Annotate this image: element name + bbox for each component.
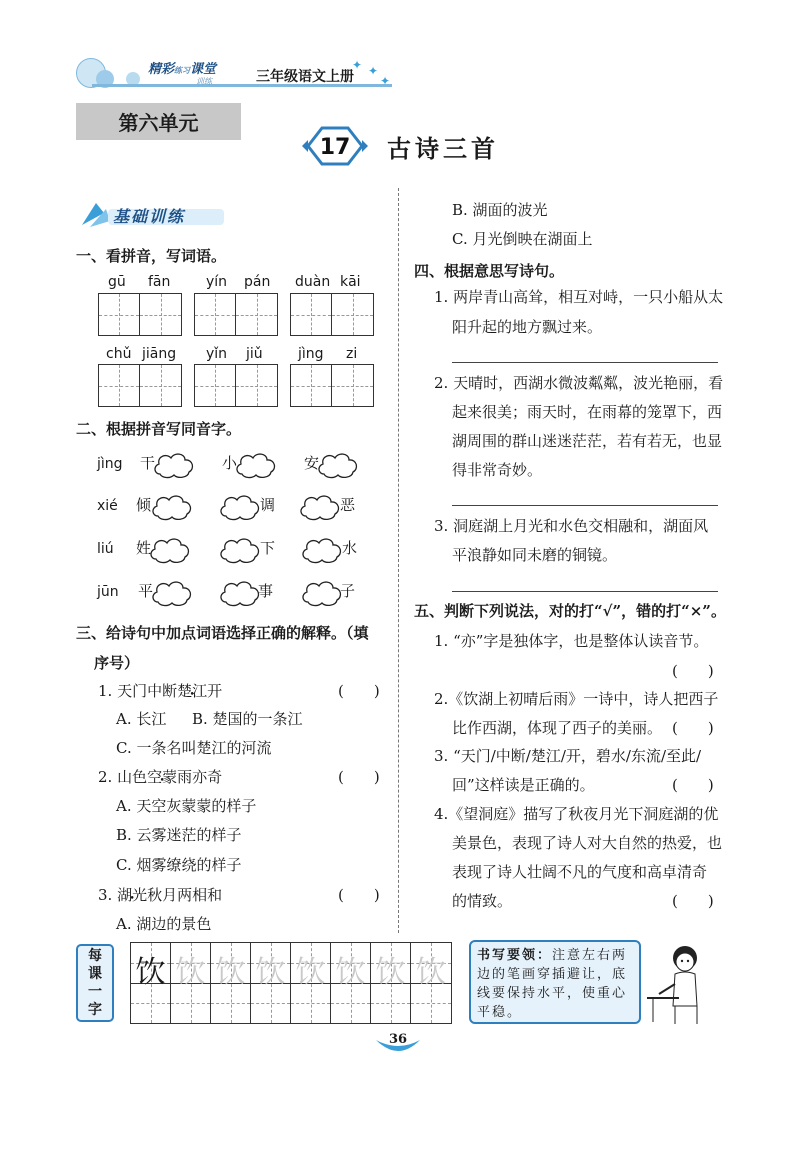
char: 事 — [258, 582, 274, 600]
char: 安 — [304, 454, 320, 472]
header-brand-sub: 训练 — [196, 77, 212, 86]
question-text: 3. “天门/中断/楚江/开，碧水/东流/至此/ — [434, 747, 702, 765]
pinyin: zi — [346, 346, 358, 362]
writing-grid[interactable] — [290, 293, 374, 336]
char: 子 — [340, 582, 356, 600]
pinyin: jūn — [97, 584, 119, 600]
answer-cloud[interactable] — [218, 492, 262, 522]
star-icon: ✦ — [380, 74, 391, 88]
star-icon: ✦ — [368, 64, 379, 78]
option: B. 湖面的波光 — [452, 201, 548, 219]
page-number: 36 — [388, 1032, 408, 1047]
question-text: 1. 两岸青山高耸，相互对峙，一只小船从太 — [434, 288, 724, 306]
answer-paren[interactable]: ( ) — [338, 886, 380, 904]
char: 下 — [260, 539, 276, 557]
question-text: 得非常奇妙。 — [452, 461, 543, 479]
option: B. 楚国的一条江 — [192, 710, 303, 728]
question-text: 3. 洞庭湖上月光和水色交相融和，湖面风 — [434, 517, 709, 535]
answer-line[interactable] — [452, 591, 718, 592]
writing-tip-label: 书写要领： — [477, 948, 553, 963]
option: C. 月光倒映在湖面上 — [452, 230, 593, 248]
answer-cloud[interactable] — [218, 578, 262, 608]
answer-paren[interactable]: ( ) — [672, 719, 714, 737]
section-banner-text: 基础训练 — [113, 207, 186, 226]
question-text: 表现了诗人壮阔不凡的气度和高卓清奇 — [452, 863, 708, 881]
option: A. 长江 — [116, 710, 167, 728]
lesson-number-badge — [300, 124, 370, 168]
header-brand: 精彩练习课堂 — [148, 62, 217, 77]
answer-cloud[interactable] — [300, 578, 344, 608]
star-icon: ✦ — [352, 58, 363, 72]
pinyin: kāi — [340, 274, 361, 290]
question-text: 1. “亦”字是独体字，也是整体认读音节。 — [434, 632, 709, 650]
header-grade: 三年级语文上册 — [256, 69, 354, 85]
option: C. 烟雾缭绕的样子 — [116, 856, 242, 874]
question-text: 起来很美；雨天时，在雨幕的笼罩下，西 — [452, 403, 723, 421]
child-writing-illustration — [645, 944, 713, 1026]
unit-label: 第六单元 — [76, 103, 241, 140]
question-text: 2.《饮湖上初晴后雨》一诗中，诗人把西子 — [434, 690, 719, 708]
pinyin: yǐn — [206, 346, 228, 362]
char: 小 — [222, 454, 238, 472]
writing-grid[interactable] — [194, 364, 278, 407]
writing-tip — [469, 940, 641, 1024]
question-1-title: 一、看拼音，写词语。 — [76, 247, 227, 265]
question-text: 平浪静如同未磨的铜镜。 — [452, 546, 618, 564]
question-text: 美景色，表现了诗人对大自然的热爱，也 — [452, 834, 723, 852]
question-2-title: 二、根据拼音写同音字。 — [76, 420, 242, 438]
pinyin: xié — [97, 498, 118, 514]
every-lesson-box: 每 课 一 字 — [76, 944, 114, 1022]
char: 姓 — [136, 539, 152, 557]
pinyin: chǔ — [106, 346, 132, 362]
answer-cloud[interactable] — [152, 450, 196, 480]
pinyin: jiāng — [142, 346, 177, 362]
lesson-title: 古诗三首 — [387, 134, 499, 163]
pinyin: fān — [148, 274, 171, 290]
pinyin: gū — [108, 274, 126, 290]
answer-cloud[interactable] — [298, 492, 342, 522]
answer-cloud[interactable] — [316, 450, 360, 480]
question-text: 4.《望洞庭》描写了秋夜月光下洞庭湖的优 — [434, 805, 719, 823]
question-stem: 1. 天门中断楚江 •开 — [98, 676, 222, 706]
writing-tip-text: 注意左右两边的笔画穿插避让，底线要保持水平，使重心平稳。 — [477, 948, 628, 1020]
question-text: 阳升起的地方飘过来。 — [452, 318, 603, 336]
answer-paren[interactable]: ( ) — [338, 768, 380, 786]
question-4-title: 四、根据意思写诗句。 — [414, 262, 565, 280]
question-text: 湖周围的群山迷迷茫茫，若有若无，也显 — [452, 432, 723, 450]
answer-paren[interactable]: ( ) — [672, 662, 714, 680]
answer-paren[interactable]: ( ) — [338, 682, 380, 700]
pinyin: yín — [206, 274, 228, 290]
pinyin: liú — [97, 541, 114, 557]
char: 调 — [260, 496, 276, 514]
option: A. 湖边的景色 — [116, 915, 212, 933]
option: A. 天空灰蒙蒙的样子 — [116, 797, 257, 815]
answer-paren[interactable]: ( ) — [672, 776, 714, 794]
char: 水 — [342, 539, 358, 557]
pinyin: jiǔ — [246, 346, 263, 362]
question-text: 2. 天晴时，西湖水微波粼粼，波光艳丽，看 — [434, 374, 724, 392]
question-3-title: 三、给诗句中加点词语选择正确的解释。（填 — [76, 624, 369, 642]
lesson-number: 17 — [319, 135, 351, 160]
pinyin: jìng — [97, 456, 123, 472]
question-text: 比作西湖，体现了西子的美丽。 — [452, 719, 663, 737]
char: 干 — [140, 454, 156, 472]
answer-line[interactable] — [452, 362, 718, 363]
question-5-title: 五、判断下列说法，对的打“√”，错的打“×”。 — [414, 602, 726, 620]
writing-grid[interactable] — [98, 364, 182, 407]
answer-cloud[interactable] — [234, 450, 278, 480]
column-divider — [398, 188, 399, 933]
practice-grid[interactable]: 饮 饮 饮 饮 饮 饮 饮 饮 — [130, 942, 452, 1024]
answer-cloud[interactable] — [150, 578, 194, 608]
question-text: 回”这样读是正确的。 — [452, 776, 595, 794]
char: 恶 — [340, 496, 356, 514]
writing-grid[interactable] — [290, 364, 374, 407]
question-stem: 3. 湖光 •秋月两相和 — [98, 880, 222, 910]
pinyin: pán — [244, 274, 271, 290]
pinyin: jìng — [298, 346, 324, 362]
writing-grid[interactable] — [98, 293, 182, 336]
char: 平 — [138, 582, 154, 600]
option: C. 一条名叫楚江的河流 — [116, 739, 272, 757]
answer-cloud[interactable] — [218, 535, 262, 565]
answer-cloud[interactable] — [148, 535, 192, 565]
question-3-title: 序号） — [94, 654, 140, 672]
option: B. 云雾迷茫的样子 — [116, 826, 242, 844]
writing-grid[interactable] — [194, 293, 278, 336]
question-text: 的情致。 — [452, 892, 513, 910]
pinyin: duàn — [295, 274, 331, 290]
question-stem: 2. 山色空蒙 •雨亦奇 — [98, 762, 222, 792]
answer-line[interactable] — [452, 505, 718, 506]
answer-cloud[interactable] — [150, 492, 194, 522]
answer-paren[interactable]: ( ) — [672, 892, 714, 910]
answer-cloud[interactable] — [300, 535, 344, 565]
char: 倾 — [136, 496, 152, 514]
